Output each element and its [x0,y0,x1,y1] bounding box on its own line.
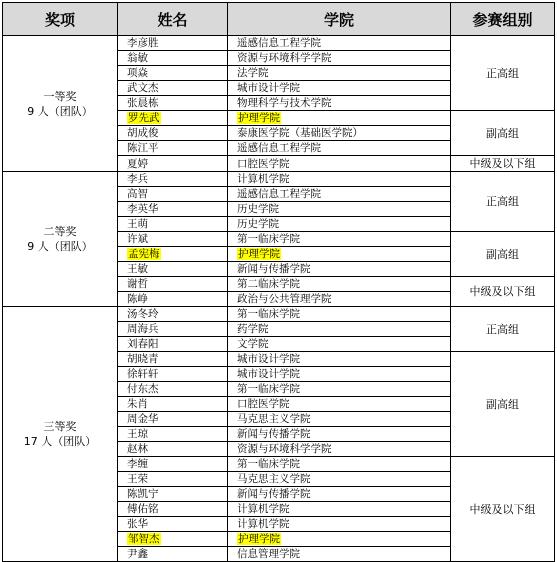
college-cell [228,547,451,562]
person-name: 孟宪梅 [128,248,160,260]
name-cell [118,96,228,111]
college-cell [228,66,451,81]
table-row [3,36,555,51]
name-cell [118,352,228,367]
name-cell [118,232,228,247]
name-cell [118,502,228,517]
college-name: 文学院 [237,338,269,350]
award-count: 9 人（团队） [27,240,93,253]
college-name: 马克思主义学院 [237,473,311,485]
name-cell [118,457,228,472]
name-cell [118,277,228,292]
college-cell [228,156,451,172]
college-cell [228,427,451,442]
award-table-wrapper [2,2,555,562]
name-cell [118,51,228,66]
name-cell [118,262,228,277]
person-name: 王荣 [127,473,148,485]
person-name: 翁敏 [127,52,148,64]
college-name: 信息管理学院 [237,548,300,560]
college-cell [228,141,451,156]
group-cell: 正高组 [451,172,555,232]
college-name: 新闻与传播学院 [237,488,311,500]
college-cell [228,487,451,502]
award-cell [3,172,118,307]
person-name: 赵林 [127,443,148,455]
college-cell [228,51,451,66]
college-name: 法学院 [237,67,269,79]
name-cell [118,187,228,202]
college-cell [228,532,451,547]
college-name: 护理学院 [238,248,280,260]
name-cell [118,547,228,562]
person-name: 陈江平 [127,142,159,154]
header-college: 学院 [228,3,451,36]
college-cell [228,217,451,232]
name-cell [118,487,228,502]
college-name: 计算机学院 [237,503,290,515]
college-cell [228,247,451,262]
name-cell [118,81,228,96]
name-cell [118,322,228,337]
college-name: 新闻与传播学院 [237,428,311,440]
college-name: 新闻与传播学院 [237,263,311,275]
header-award: 奖项 [3,3,118,36]
person-name: 汤冬玲 [127,308,159,320]
person-name: 罗先武 [128,112,160,124]
group-cell: 副高组 [451,352,555,457]
person-name: 谢哲 [127,278,148,290]
college-name: 城市设计学院 [237,82,300,94]
person-name: 王琼 [127,428,148,440]
college-name: 泰康医学院（基础医学院） [237,127,363,139]
college-name: 第一临床学院 [237,308,300,320]
name-cell [118,292,228,307]
name-cell [118,412,228,427]
name-cell [118,217,228,232]
name-cell [118,427,228,442]
name-cell [118,111,228,126]
award-name: 三等奖 [43,420,77,433]
college-cell [228,172,451,187]
person-name: 李彦胜 [127,37,159,49]
college-cell [228,382,451,397]
person-name: 周海兵 [127,323,159,335]
college-name: 政治与公共管理学院 [237,293,332,305]
college-name: 城市设计学院 [237,353,300,365]
college-cell [228,262,451,277]
name-cell [118,382,228,397]
college-cell [228,442,451,457]
group-cell: 中级及以下组 [451,457,555,562]
person-name: 朱肖 [127,398,148,410]
college-cell [228,367,451,382]
college-cell [228,36,451,51]
award-count: 17 人（团队） [23,435,97,448]
college-cell [228,187,451,202]
person-name: 李英华 [127,203,159,215]
header-row [3,3,555,36]
award-table [2,2,555,562]
person-name: 高智 [127,188,148,200]
person-name: 李缠 [127,458,148,470]
college-cell [228,307,451,322]
person-name: 夏婷 [127,157,148,170]
name-cell [118,472,228,487]
college-name: 口腔医学院 [237,398,290,410]
header-group: 参赛组别 [451,3,555,36]
name-cell [118,126,228,141]
person-name: 张华 [127,518,148,530]
college-cell [228,502,451,517]
college-name: 资源与环境科学学院 [237,443,332,455]
college-name: 第一临床学院 [237,383,300,395]
college-cell [228,352,451,367]
college-cell [228,292,451,307]
college-cell [228,277,451,292]
person-name: 项焱 [127,67,148,79]
college-name: 第一临床学院 [237,458,300,470]
college-cell [228,111,451,126]
name-cell [118,517,228,532]
table-body [3,36,555,562]
college-name: 护理学院 [238,533,280,545]
person-name: 傅佑铭 [127,503,159,515]
name-cell [118,172,228,187]
college-name: 城市设计学院 [237,368,300,380]
person-name: 周金华 [127,413,159,425]
name-cell [118,202,228,217]
person-name: 邹智杰 [128,533,160,545]
award-cell [3,307,118,562]
name-cell [118,36,228,51]
name-cell [118,66,228,81]
college-name: 资源与环境科学学院 [237,52,332,64]
name-cell [118,532,228,547]
college-name: 药学院 [237,323,269,335]
person-name: 付东杰 [127,383,159,395]
name-cell [118,156,228,172]
college-cell [228,457,451,472]
award-name: 一等奖 [43,89,77,103]
table-row [3,172,555,187]
college-name: 遥感信息工程学院 [237,37,321,49]
college-name: 历史学院 [237,203,279,215]
group-cell: 正高组 [451,307,555,352]
college-name: 物理科学与技术学院 [237,97,332,109]
college-cell [228,337,451,352]
college-cell [228,126,451,141]
award-cell [3,36,118,172]
group-cell: 副高组 [451,232,555,277]
group-cell: 正高组 [451,36,555,111]
header-name: 姓名 [118,3,228,36]
person-name: 胡成俊 [127,127,159,139]
college-name: 马克思主义学院 [237,413,311,425]
person-name: 张晨栋 [127,97,159,109]
college-cell [228,517,451,532]
table-row [3,307,555,322]
college-name: 口腔医学院 [237,157,290,170]
college-name: 遥感信息工程学院 [237,142,321,154]
award-count: 9 人（团队） [27,104,93,118]
person-name: 尹鑫 [127,548,148,560]
college-cell [228,96,451,111]
name-cell [118,442,228,457]
person-name: 王敏 [127,263,148,275]
college-name: 遥感信息工程学院 [237,188,321,200]
name-cell [118,337,228,352]
college-cell [228,202,451,217]
name-cell [118,247,228,262]
college-name: 护理学院 [238,112,280,124]
person-name: 许斌 [127,233,148,245]
college-cell [228,472,451,487]
person-name: 胡晓青 [127,353,159,365]
person-name: 陈凯宁 [127,488,159,500]
college-name: 第二临床学院 [237,278,300,290]
person-name: 武文杰 [127,82,159,94]
person-name: 陈峥 [127,293,148,305]
name-cell [118,397,228,412]
name-cell [118,307,228,322]
group-cell: 中级及以下组 [451,156,555,172]
college-name: 第一临床学院 [237,233,300,245]
college-name: 历史学院 [237,218,279,230]
college-cell [228,412,451,427]
person-name: 徐轩轩 [127,368,159,380]
college-name: 计算机学院 [237,518,290,530]
college-name: 计算机学院 [237,173,290,185]
college-cell [228,322,451,337]
college-cell [228,397,451,412]
award-name: 二等奖 [43,225,77,238]
college-cell [228,81,451,96]
name-cell [118,141,228,156]
person-name: 刘春阳 [127,338,159,350]
college-cell [228,232,451,247]
group-cell: 副高组 [451,111,555,156]
name-cell [118,367,228,382]
person-name: 王萌 [127,218,148,230]
person-name: 李兵 [127,173,148,185]
group-cell: 中级及以下组 [451,277,555,307]
